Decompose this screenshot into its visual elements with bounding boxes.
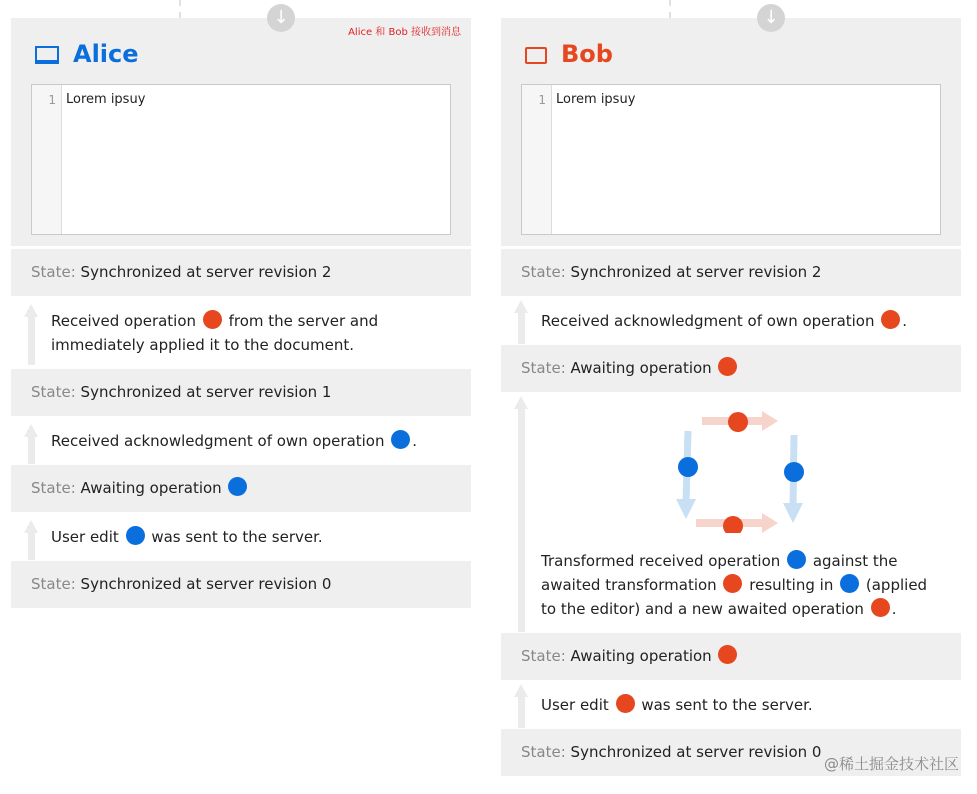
state-bar [501,633,961,680]
line-number: 1 [48,93,56,107]
alice-name: Alice [73,40,139,68]
state-label: State: [31,575,76,593]
laptop-icon [35,46,59,64]
state-bar [501,249,961,296]
state-bar [11,249,471,296]
state-label: State: [31,479,76,497]
announcement-note: Alice 和 Bob 接收到消息 [348,27,461,38]
operation-dot-blue [391,430,410,449]
up-arrow [514,684,529,728]
state-bar [11,369,471,416]
operation-dot-red [723,574,742,593]
operation-dot-blue [787,550,806,569]
state-label: State: [31,263,76,281]
operation-dot-red [616,694,635,713]
operation-dot-blue [784,462,804,482]
alice-client [11,18,471,246]
editor-gutter [522,85,552,234]
operation-dot-blue [840,574,859,593]
state-label: State: [521,263,566,281]
up-arrow [24,520,39,560]
transformation-diagram [676,403,811,533]
incoming-message-icon: ↓ [267,4,295,32]
event-text: Received acknowledgment of own operation . [541,312,908,330]
event-text: Received acknowledgment of own operation . [51,432,418,450]
state-value: Synchronized at server revision 0 [570,743,822,761]
connection-line [669,0,671,18]
operation-dot-red [871,598,890,617]
transform-arrow [762,513,778,533]
bob-name: Bob [561,40,613,68]
operation-dot-red [718,357,737,376]
editor-gutter [32,85,62,234]
state-bar [11,465,471,512]
alice-editor[interactable] [31,84,451,235]
up-arrow [514,396,529,632]
up-arrow [24,304,39,365]
line-number: 1 [538,93,546,107]
state-value: Synchronized at server revision 2 [570,263,822,281]
state-label: State: [31,383,76,401]
state-value: Awaiting operation [80,479,222,497]
operation-dot-red [881,310,900,329]
event-text: User edit was sent to the server. [51,528,323,546]
state-value: Synchronized at server revision 2 [80,263,332,281]
connection-line [179,0,181,18]
event-text: Received operation from the server and immediately applied it to the document. [51,312,379,354]
state-bar [501,345,961,392]
state-value: Awaiting operation [570,359,712,377]
transform-arrow [676,499,696,519]
event-text: Transformed received operation against the awaited transformation resulting in (applied to the editor) and a new awaited operation . [541,552,928,618]
operation-dot-red [203,310,222,329]
state-value: Synchronized at server revision 1 [80,383,332,401]
state-value: Awaiting operation [570,647,712,665]
incoming-message-icon: ↓ [757,4,785,32]
transform-arrow [783,503,803,523]
up-arrow [24,424,39,464]
operation-dot-red [728,412,748,432]
tablet-icon [525,47,547,64]
operation-dot-blue [228,477,247,496]
editor-content[interactable]: Lorem ipsuy [556,92,636,107]
bob-client [501,18,961,246]
operation-dot-red [723,516,743,533]
state-bar [11,561,471,608]
state-label: State: [521,743,566,761]
event-text: User edit was sent to the server. [541,696,813,714]
state-label: State: [521,647,566,665]
state-value: Synchronized at server revision 0 [80,575,332,593]
operation-dot-blue [678,457,698,477]
alice-title [35,40,139,68]
transform-arrow [762,411,778,431]
operation-dot-red [718,645,737,664]
watermark: @稀土掘金技术社区 [823,755,959,773]
up-arrow [514,300,529,344]
operation-dot-blue [126,526,145,545]
bob-title [525,40,613,68]
bob-editor[interactable] [521,84,941,235]
state-label: State: [521,359,566,377]
editor-content[interactable]: Lorem ipsuy [66,92,146,107]
